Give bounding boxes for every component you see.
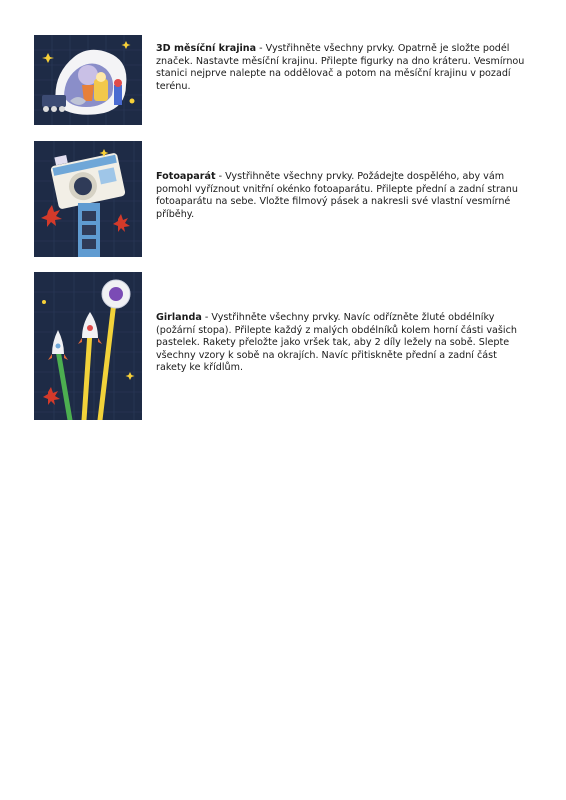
instruction-text	[156, 43, 530, 93]
instruction-body: - Vystřihněte všechny prvky. Navíc odřízněte žluté obdélníky (požární stopa). Přilepte každý z malých obdélníků kolem horní části vašich pastelek. Rakety přeložte jako vršek tak, aby 2 díly ležely na sobě. Slepte všechny vzory k sobě na okrajích. Navíc přitiskněte přední a zadní část rakety ke křídlům.	[156, 312, 517, 373]
instruction-text	[156, 312, 530, 375]
instruction-body: - Vystřihněte všechny prvky. Požádejte dospělého, aby vám pomohl vyříznout vnitřní okénko fotoaparátu. Přilepte přední a zadní stranu fotoaparátu na sebe. Vložte filmový pásek a nakresli své vlastní vesmírné příběhy.	[156, 171, 518, 220]
instruction-title: 3D měsíční krajina	[156, 43, 257, 54]
instruction-body: - Vystřihněte všechny prvky. Opatrně je složte podél značek. Nastavte měsíční krajinu. Přilepte figurky na dno kráteru. Vesmírnou stanici nejprve nalepte na oddělovač a potom na měsíční krajinu v pozadí terénu.	[156, 43, 525, 92]
garland-image	[34, 272, 142, 420]
camera-image	[34, 141, 142, 257]
moon-landscape-image	[34, 35, 142, 125]
instruction-title: Fotoaparát	[156, 171, 216, 182]
instruction-title: Girlanda	[156, 312, 202, 323]
instruction-text	[156, 171, 530, 221]
